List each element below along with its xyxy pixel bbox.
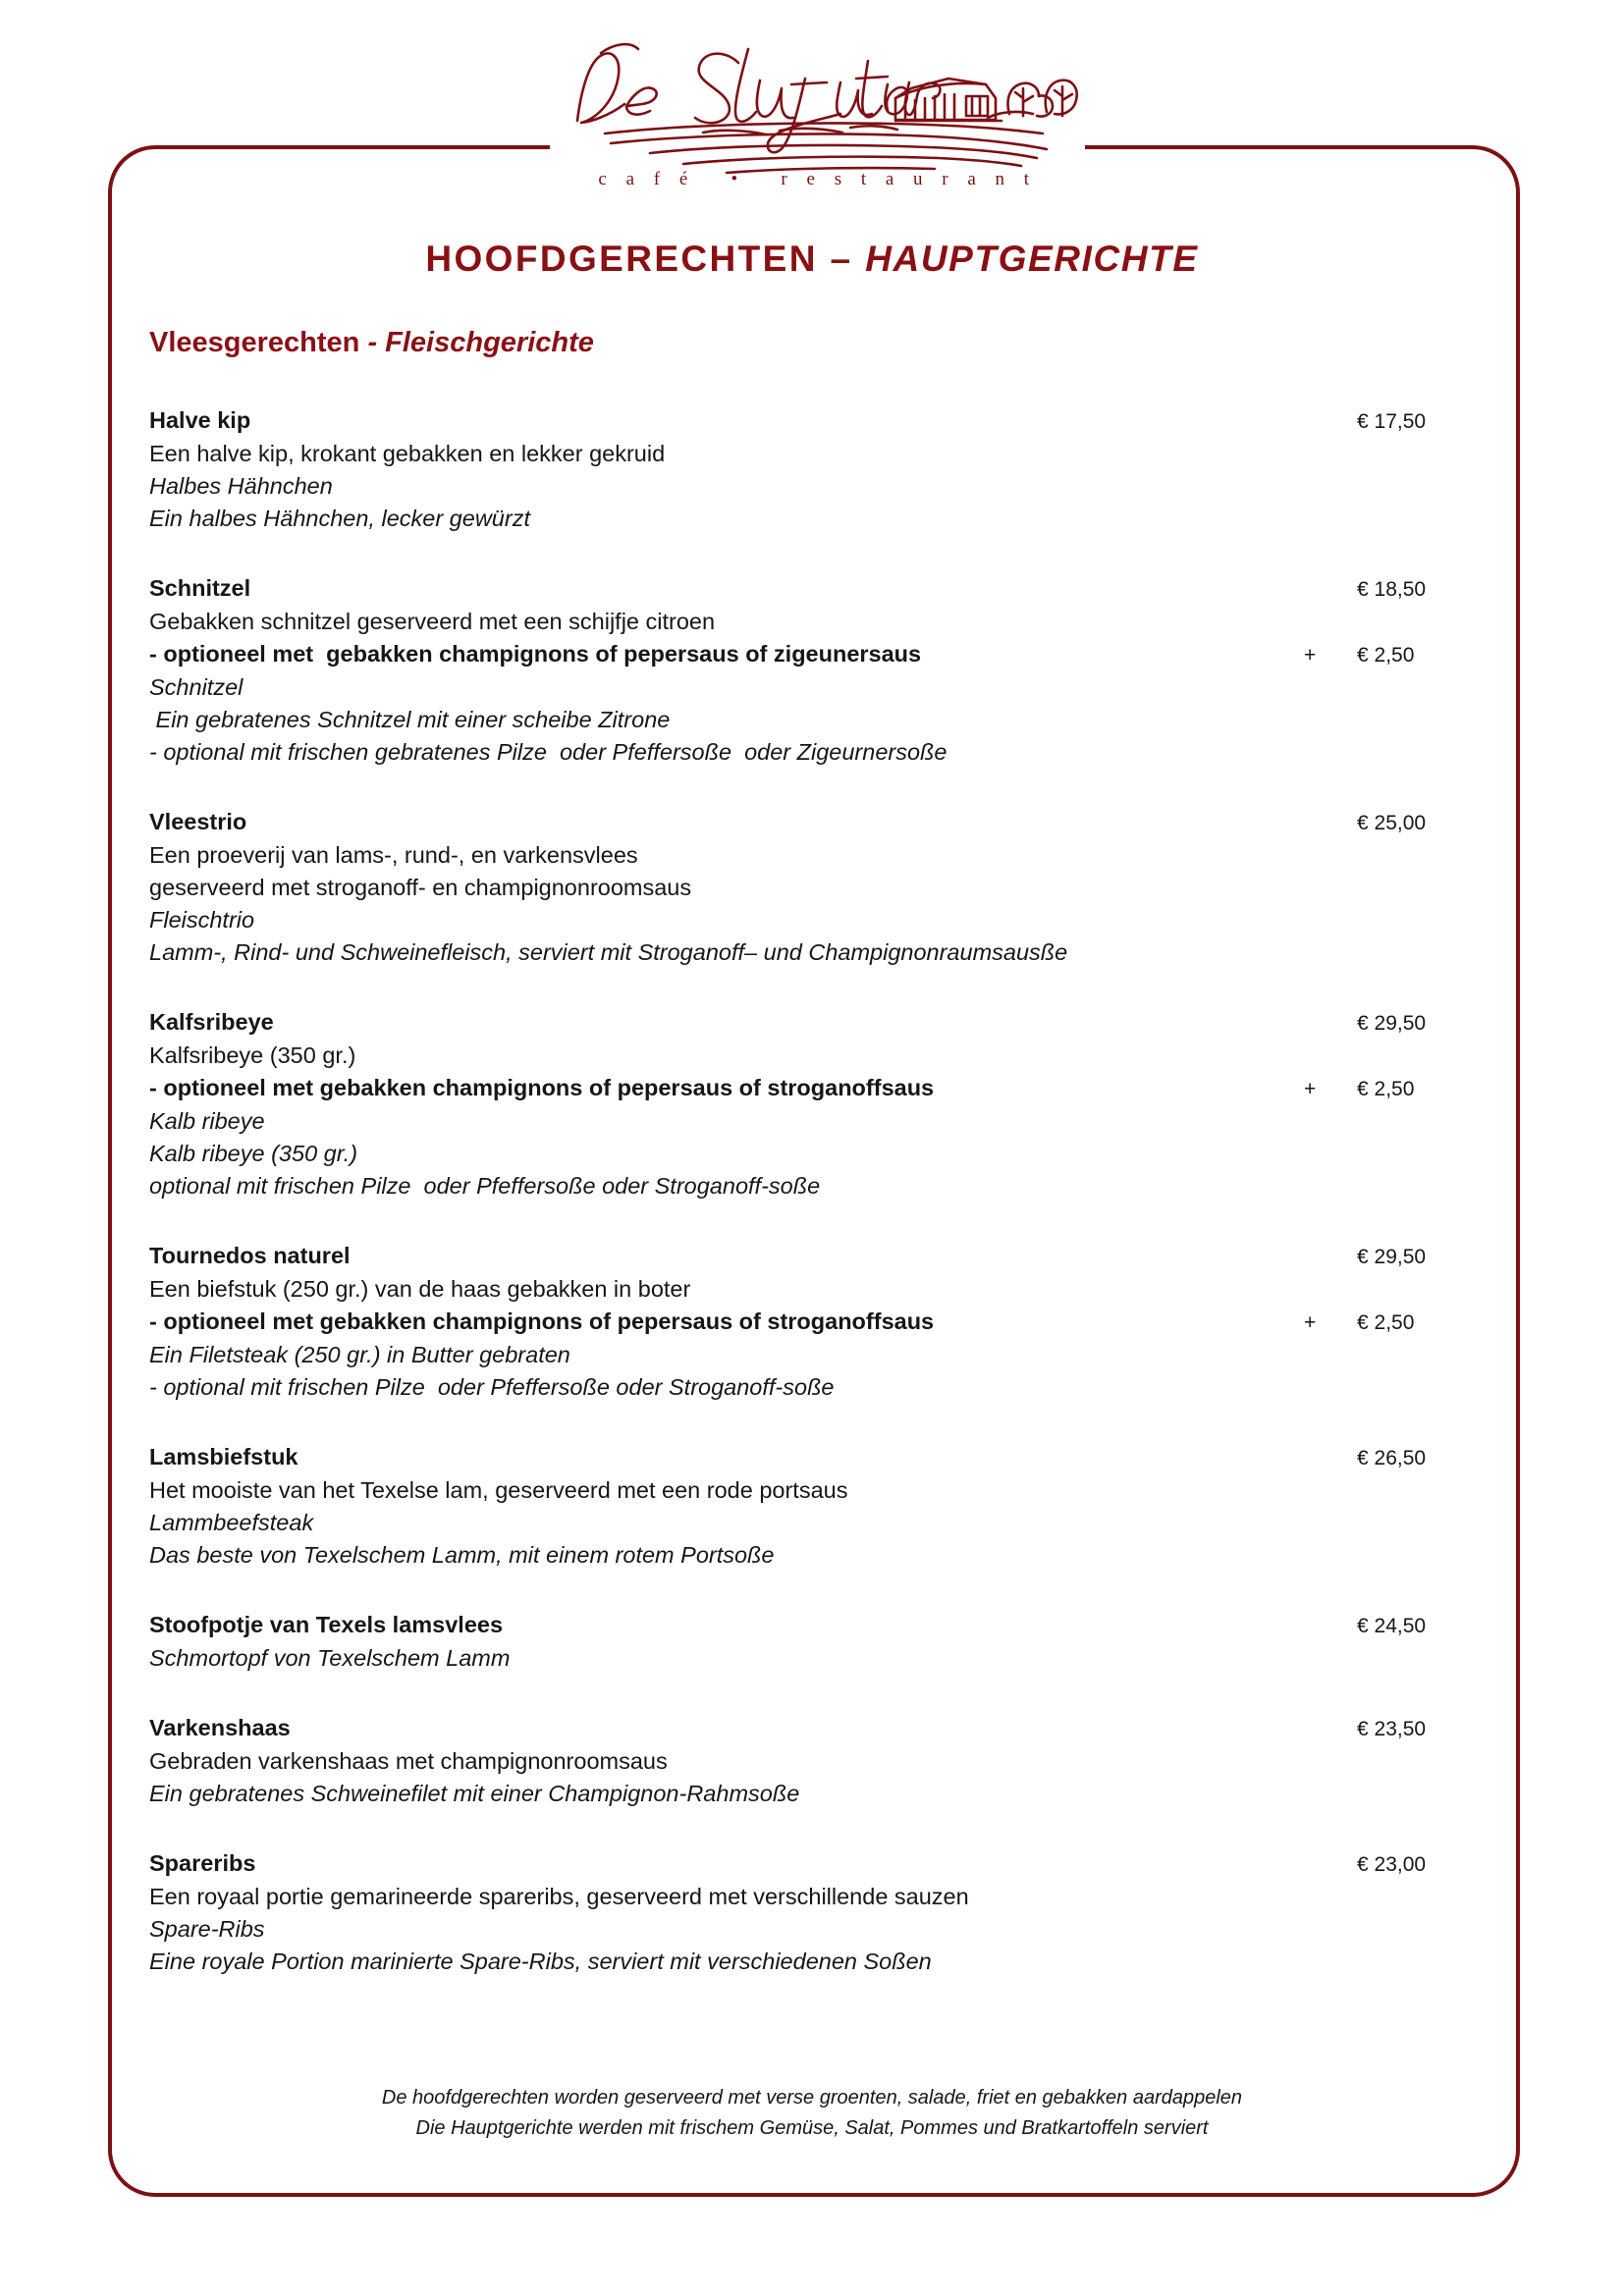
item-description-nl-text: Een halve kip, krokant gebakken en lekker gekruid (149, 441, 666, 466)
dune-landscape-sketch-icon (556, 27, 1079, 175)
item-description-de (149, 1778, 1465, 1810)
footer-note-de: Die Hauptgerichte werden mit frischem Gemüse, Salat, Pommes und Bratkartoffeln serviert (415, 2117, 1209, 2139)
footer-note (0, 2083, 1624, 2144)
item-description-de (149, 1138, 1465, 1170)
menu-item (149, 404, 1465, 535)
restaurant-logo (0, 27, 1624, 209)
item-description-nl (149, 839, 1465, 872)
item-description-nl-text: Gebraden varkenshaas met champignonroomsaus (149, 1748, 668, 1774)
item-option-nl (149, 1306, 1465, 1339)
item-description-de (149, 1946, 1465, 1978)
surcharge-price: € 2,50 (1357, 1311, 1415, 1334)
item-description-de (149, 936, 1465, 969)
item-name-de-text: Lammbeefsteak (149, 1510, 314, 1535)
item-name-nl-text: Kalfsribeye (149, 1009, 274, 1035)
item-description-de-text: Das beste von Texelschem Lamm, mit einem rotem Portsoße (149, 1542, 775, 1568)
item-option-nl-text: - optioneel met gebakken champignons of pepersaus of stroganoffsaus (149, 1075, 935, 1100)
item-description-nl-text: Kalfsribeye (350 gr.) (149, 1042, 356, 1068)
item-name-nl (149, 1712, 1465, 1745)
item-price: € 25,00 (1357, 812, 1427, 834)
item-name-nl-text: Spareribs (149, 1850, 256, 1876)
item-name-de-text: Spare-Ribs (149, 1916, 265, 1942)
item-name-nl-text: Vleestrio (149, 809, 247, 834)
item-name-de (149, 1507, 1465, 1539)
item-name-de-text: Kalb ribeye (149, 1108, 265, 1134)
page-title-separator: – (817, 239, 866, 279)
item-name-de (149, 1642, 1465, 1675)
item-price: € 26,50 (1357, 1447, 1427, 1469)
section-heading (149, 327, 594, 359)
page-title-nl: HOOFDGERECHTEN (425, 239, 818, 279)
item-name-de-text: Fleischtrio (149, 907, 255, 933)
item-name-nl-text: Varkenshaas (149, 1715, 291, 1740)
section-heading-nl: Vleesgerechten (149, 327, 360, 358)
item-description-nl (149, 1881, 1465, 1913)
item-description-nl (149, 438, 1465, 470)
item-description-de-text: Eine royale Portion marinierte Spare-Ribs, serviert mit verschiedenen Soßen (149, 1949, 932, 1974)
item-description-de-text: Ein gebratenes Schnitzel mit einer scheibe Zitrone (149, 707, 671, 732)
section-heading-de: - Fleischgerichte (359, 327, 594, 358)
item-name-de-text: Halbes Hähnchen (149, 473, 333, 499)
item-description-de-text: Ein gebratenes Schweinefilet mit einer Champignon-Rahmsoße (149, 1781, 800, 1806)
item-option-nl-text: - optioneel met gebakken champignons of pepersaus of stroganoffsaus (149, 1308, 935, 1334)
item-option-de-text: optional mit frischen Pilze oder Pfeffersoße oder Stroganoff-soße (149, 1173, 821, 1199)
item-name-nl (149, 1006, 1465, 1040)
item-option-nl (149, 1072, 1465, 1105)
item-price: € 17,50 (1357, 410, 1427, 433)
surcharge-price: € 2,50 (1357, 1078, 1415, 1100)
item-description-nl-2 (149, 872, 1465, 904)
item-description-nl (149, 1040, 1465, 1072)
surcharge-plus-sign: + (1304, 1078, 1317, 1100)
item-option-de (149, 736, 1465, 769)
item-option-de-text: - optional mit frischen gebratenes Pilze oder Pfeffersoße oder Zigeurnersoße (149, 739, 947, 765)
item-name-nl-text: Halve kip (149, 407, 251, 433)
item-description-de (149, 1339, 1465, 1371)
item-description-nl (149, 1273, 1465, 1306)
item-name-nl (149, 1240, 1465, 1273)
item-name-nl (149, 1441, 1465, 1474)
item-name-nl (149, 1847, 1465, 1881)
item-option-nl (149, 638, 1465, 671)
item-description-nl-text: Het mooiste van het Texelse lam, geserveerd met een rode portsaus (149, 1477, 848, 1503)
item-name-nl-text: Lamsbiefstuk (149, 1444, 298, 1469)
surcharge-plus-sign: + (1304, 644, 1317, 667)
menu-item-list (149, 404, 1465, 2015)
item-name-de (149, 904, 1465, 936)
logo-subtitle: c a f é • r e s t a u r a n t (598, 169, 1037, 189)
item-name-nl (149, 1609, 1465, 1642)
item-description-de (149, 503, 1465, 535)
item-description-nl-text: Een proeverij van lams-, rund-, en varkensvlees (149, 842, 638, 868)
surcharge-price: € 2,50 (1357, 644, 1415, 667)
page-title (0, 239, 1624, 280)
menu-item (149, 1609, 1465, 1675)
item-name-de (149, 1105, 1465, 1138)
item-name-de (149, 671, 1465, 704)
menu-item (149, 806, 1465, 969)
item-description-nl-text: Gebakken schnitzel geserveerd met een schijfje citroen (149, 609, 716, 634)
item-name-nl (149, 572, 1465, 606)
item-price: € 24,50 (1357, 1615, 1427, 1637)
menu-item (149, 1847, 1465, 1978)
menu-item (149, 1006, 1465, 1202)
item-price: € 18,50 (1357, 578, 1427, 601)
item-description-de (149, 1539, 1465, 1572)
page-title-de: HAUPTGERICHTE (865, 239, 1199, 279)
item-name-nl-text: Schnitzel (149, 575, 251, 601)
footer-note-nl: De hoofdgerechten worden geserveerd met verse groenten, salade, friet en gebakken aardappelen (381, 2087, 1243, 2109)
item-description-de-text: Ein halbes Hähnchen, lecker gewürzt (149, 506, 530, 531)
item-description-nl (149, 1745, 1465, 1778)
item-name-nl-text: Tournedos naturel (149, 1243, 351, 1268)
menu-item (149, 1441, 1465, 1572)
item-description-de-text: Kalb ribeye (350 gr.) (149, 1141, 358, 1166)
item-name-nl (149, 806, 1465, 839)
item-description-nl-text: Een biefstuk (250 gr.) van de haas gebakken in boter (149, 1276, 691, 1302)
item-price: € 23,00 (1357, 1853, 1427, 1876)
item-name-de-text: Schmortopf von Texelschem Lamm (149, 1645, 511, 1671)
item-description-nl (149, 1474, 1465, 1507)
item-price: € 29,50 (1357, 1246, 1427, 1268)
surcharge-plus-sign: + (1304, 1311, 1317, 1334)
menu-item (149, 1240, 1465, 1404)
item-description-nl (149, 606, 1465, 638)
item-description-de-text: Lamm-, Rind- und Schweinefleisch, serviert mit Stroganoff– und Champignonraumsausße (149, 939, 1068, 965)
item-option-de (149, 1371, 1465, 1404)
item-name-de-text: Schnitzel (149, 674, 244, 700)
item-description-de (149, 704, 1465, 736)
menu-item (149, 1712, 1465, 1810)
item-price: € 29,50 (1357, 1012, 1427, 1035)
item-description-nl-2-text: geserveerd met stroganoff- en champignonroomsaus (149, 875, 692, 900)
item-description-nl-text: Een royaal portie gemarineerde spareribs, geserveerd met verschillende sauzen (149, 1884, 969, 1909)
item-name-nl-text: Stoofpotje van Texels lamsvlees (149, 1612, 504, 1637)
item-name-nl (149, 404, 1465, 438)
item-option-de (149, 1170, 1465, 1202)
item-name-de (149, 470, 1465, 503)
menu-item (149, 572, 1465, 769)
item-name-de (149, 1913, 1465, 1946)
item-option-de-text: - optional mit frischen Pilze oder Pfeffersoße oder Stroganoff-soße (149, 1374, 835, 1400)
item-price: € 23,50 (1357, 1718, 1427, 1740)
item-description-de-text: Ein Filetsteak (250 gr.) in Butter gebraten (149, 1342, 570, 1367)
item-option-nl-text: - optioneel met gebakken champignons of pepersaus of zigeunersaus (149, 641, 922, 667)
